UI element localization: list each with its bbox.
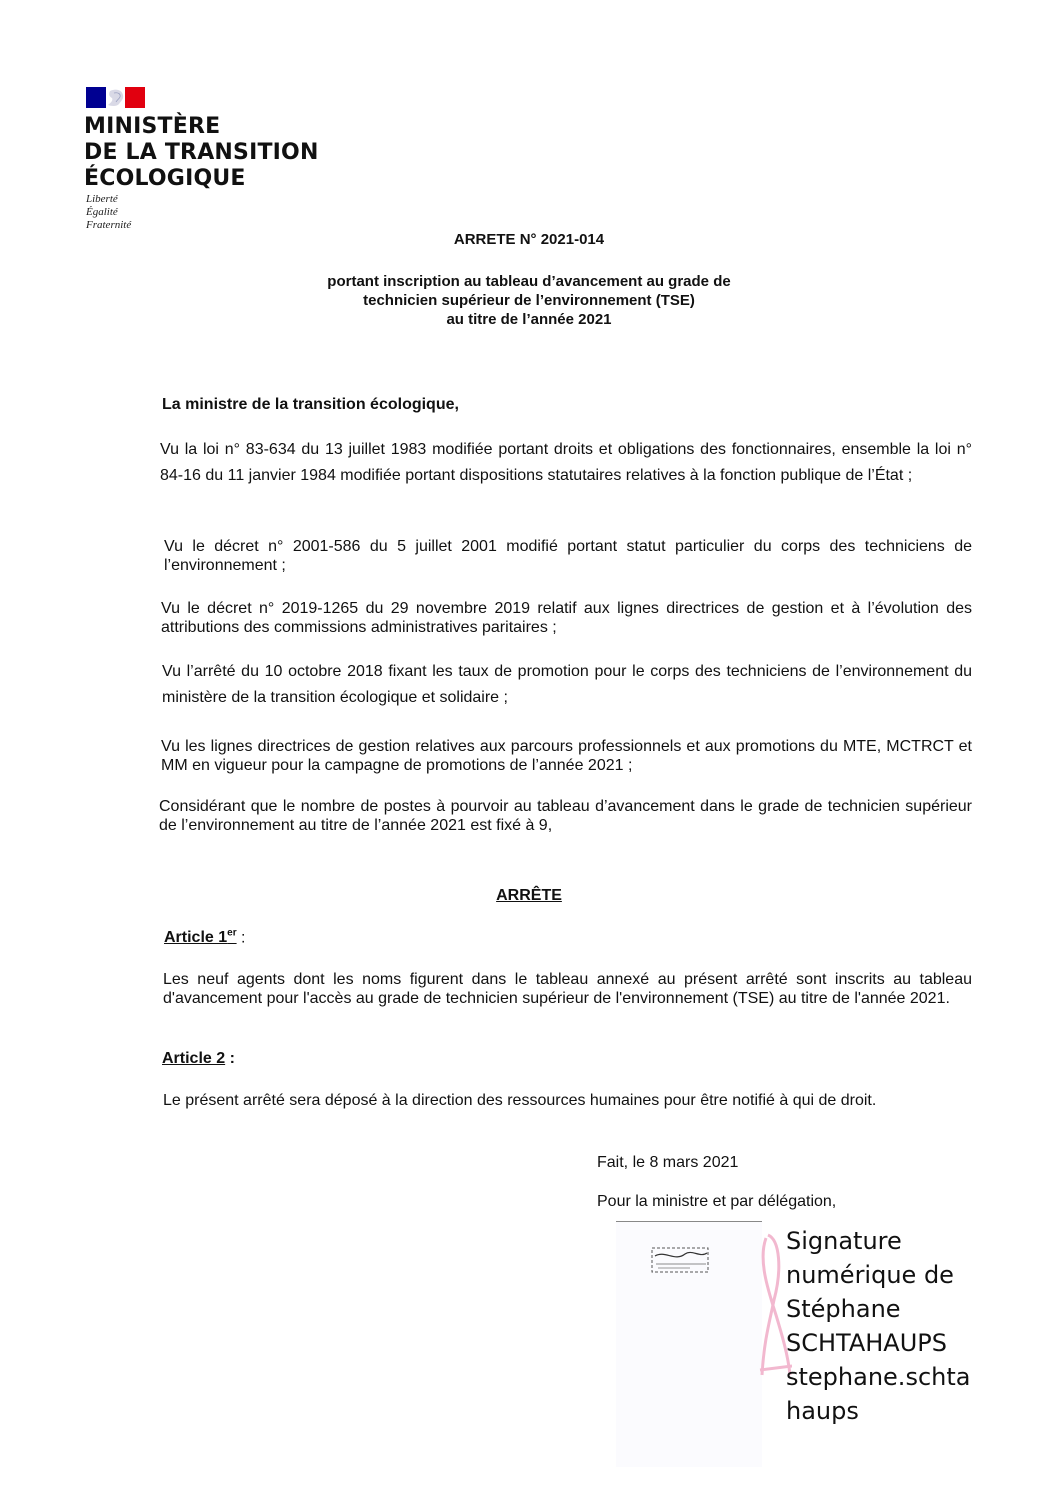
subtitle-line-1: portant inscription au tableau d’avancement au grade de bbox=[327, 273, 731, 290]
signature-line-3: Stéphane bbox=[786, 1295, 901, 1323]
article-1-sup: er bbox=[227, 928, 237, 939]
signature-line-5: stephane.schta bbox=[786, 1363, 971, 1391]
visa-arrete-2018: Vu l’arrêté du 10 octobre 2018 fixant les taux de promotion pour le corps des techniciens de l’environnement du ministère de la transition écologique et solidaire ; bbox=[162, 663, 972, 706]
delegation-line: Pour la ministre et par délégation, bbox=[597, 1193, 837, 1210]
signature-line-4: SCHTAHAUPS bbox=[786, 1329, 947, 1357]
document-number: ARRETE N° 2021-014 bbox=[453, 231, 605, 248]
marianne-flag-logo bbox=[86, 87, 145, 108]
motto-egalite: Égalité bbox=[86, 206, 118, 218]
signature-divider bbox=[616, 1221, 762, 1222]
article-2-colon: : bbox=[225, 1050, 235, 1067]
document-subtitle bbox=[0, 272, 1058, 329]
place-date: Fait, le 8 mars 2021 bbox=[597, 1154, 739, 1171]
visa-loi: Vu la loi n° 83-634 du 13 juillet 1983 modifiée portant droits et obligations des fonctionnaires, ensemble la loi n° 84-16 du 11 janvier 1984 modifiée portant dispositions statutaires relatives à la fonction publique de l’État ; bbox=[160, 441, 972, 484]
decree-heading: ARRÊTE bbox=[496, 887, 562, 904]
considerant: Considérant que le nombre de postes à pourvoir au tableau d’avancement dans le grade de technicien supérieur de l’environnement au titre de l’année 2021 est fixé à 9, bbox=[159, 798, 972, 834]
article-1-heading bbox=[164, 928, 245, 947]
signature-line-1: Signature bbox=[786, 1227, 902, 1255]
visa-decret-2019: Vu le décret n° 2019-1265 du 29 novembre 2019 relatif aux lignes directrices de gestion et à l’évolution des attributions des commissions administratives paritaires ; bbox=[161, 600, 972, 636]
article-2-heading bbox=[162, 1050, 235, 1068]
visa-decret-2001: Vu le décret n° 2001-586 du 5 juillet 2001 modifié portant statut particulier du corps des techniciens de l’environnement ; bbox=[164, 538, 972, 574]
motto-liberte: Liberté bbox=[86, 193, 118, 205]
subtitle-line-2: technicien supérieur de l’environnement (TSE) bbox=[363, 292, 695, 309]
ministry-name bbox=[84, 114, 319, 192]
ministry-line-1: MINISTÈRE bbox=[84, 114, 221, 139]
stamp-icon bbox=[650, 1244, 712, 1278]
motto-fraternite: Fraternité bbox=[86, 219, 132, 231]
republic-motto bbox=[86, 193, 131, 232]
article-2-label: Article 2 bbox=[162, 1050, 226, 1067]
authority-line: La ministre de la transition écologique, bbox=[162, 396, 459, 413]
signature-line-6: haups bbox=[786, 1397, 859, 1425]
ministry-line-3: ÉCOLOGIQUE bbox=[84, 166, 246, 191]
article-2-text: Le présent arrêté sera déposé à la direction des ressources humaines pour être notifié à qui de droit. bbox=[163, 1092, 877, 1109]
article-1-text: Les neuf agents dont les noms figurent dans le tableau annexé au présent arrêté sont inscrits au tableau d'avancement pour l'accès au grade de technicien supérieur de l'environnement (TSE) au titre de l'année 2021. bbox=[163, 971, 972, 1007]
ministry-line-2: DE LA TRANSITION bbox=[84, 140, 319, 165]
visa-lignes-directrices: Vu les lignes directrices de gestion relatives aux parcours professionnels et aux promotions du MTE, MCTRCT et MM en vigueur pour la campagne de promotions de l’année 2021 ; bbox=[161, 738, 972, 774]
article-1-label: Article 1er bbox=[164, 928, 237, 947]
digital-signature-text bbox=[786, 1224, 970, 1428]
signature-line-2: numérique de bbox=[786, 1261, 954, 1289]
article-1-colon: : bbox=[236, 929, 246, 947]
subtitle-line-3: au titre de l’année 2021 bbox=[446, 311, 612, 328]
